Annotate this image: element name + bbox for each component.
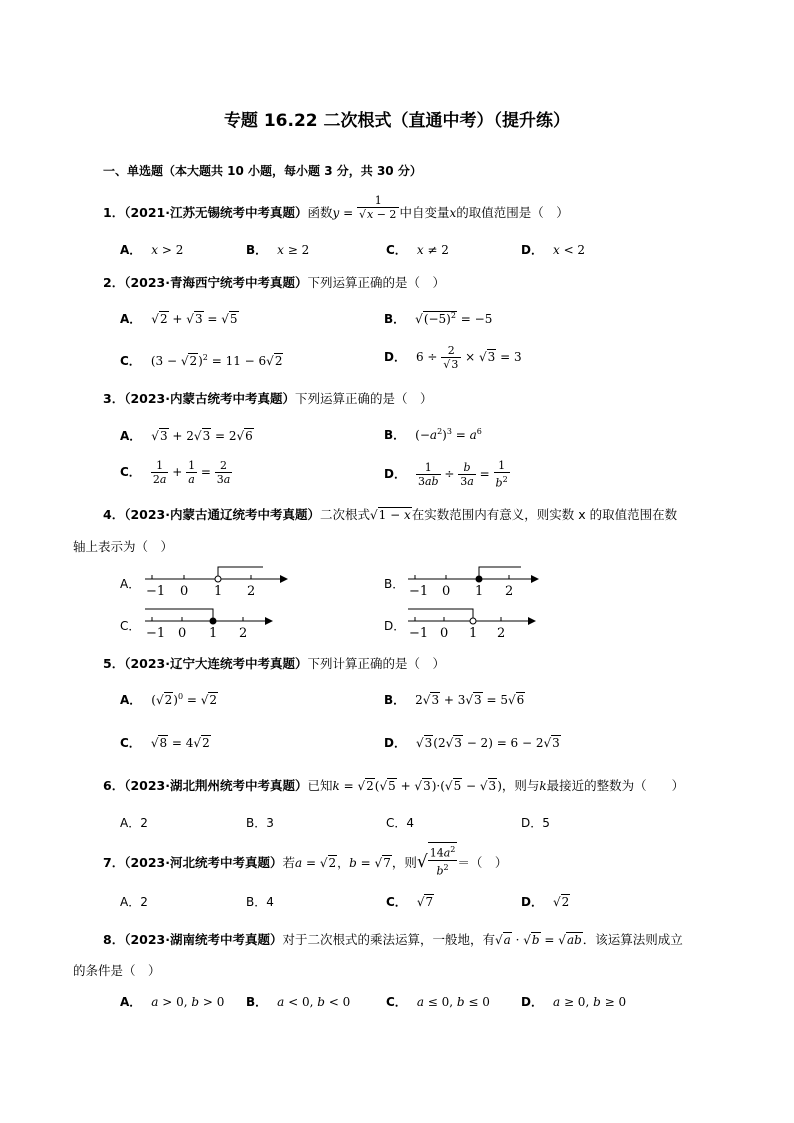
- question-8: 8．（2023·湖南统考中考真题）对于二次根式的乘法运算，一般地，有√a · √b = √ab．该运算法则成立: [103, 932, 683, 947]
- question-7: 7．（2023·河北统考中考真题）若a = √2，b = √7，则√ $\frac{14a^2}{b^2}$ ＝（ ）: [103, 850, 507, 877]
- tick-label: 1: [209, 626, 218, 641]
- tick-label: 1: [214, 584, 223, 599]
- option-c[interactable]: C． a ≤ 0, b ≤ 0: [386, 995, 490, 1009]
- tick-label: −1: [409, 584, 429, 599]
- option-a[interactable]: A．2: [120, 816, 148, 830]
- option-d[interactable]: D．5: [521, 816, 550, 830]
- tick-label: 2: [497, 626, 506, 641]
- question-number: 1．: [103, 205, 125, 220]
- option-d-label[interactable]: D．: [384, 619, 406, 633]
- option-b[interactable]: B．3: [246, 816, 274, 830]
- option-a[interactable]: A． √3 + 2√3 = 2√6: [120, 429, 253, 443]
- option-a[interactable]: A． x > 2: [120, 243, 184, 257]
- question-source: （2021·江苏无锡统考中考真题）: [124, 205, 308, 220]
- tick-label: 1: [475, 584, 484, 599]
- tick-label: 0: [440, 626, 449, 641]
- question-4-continued: 轴上表示为（ ）: [73, 539, 174, 554]
- option-c[interactable]: C． √8 = 4√2: [120, 736, 210, 750]
- tick-label: 2: [239, 626, 248, 641]
- fraction: $\frac{1}{√x - 2}$: [357, 194, 399, 221]
- question-2: 2．（2023·青海西宁统考中考真题）下列运算正确的是（ ）: [103, 275, 446, 290]
- option-c[interactable]: C．4: [386, 816, 415, 830]
- question-text: 函数: [307, 205, 333, 220]
- option-c[interactable]: C． $(3 - √2)^2 = 11 - 6√2$: [120, 353, 283, 368]
- option-c[interactable]: C． x ≠ 2: [386, 243, 449, 257]
- tick-label: 2: [505, 584, 514, 599]
- option-a[interactable]: A． a > 0, b > 0: [120, 995, 225, 1009]
- number-line-d[interactable]: [403, 605, 543, 641]
- tick-label: 0: [442, 584, 451, 599]
- tick-label: 2: [247, 584, 256, 599]
- option-b[interactable]: B． x ≥ 2: [246, 243, 310, 257]
- number-line-c[interactable]: [140, 605, 280, 641]
- option-b-label[interactable]: B．: [384, 577, 405, 591]
- question-text: 中自变量: [399, 205, 450, 220]
- section-heading: 一、单选题（本大题共 10 小题，每小题 3 分，共 30 分）: [103, 164, 422, 178]
- question-text: 的取值范围是（ ）: [456, 205, 569, 220]
- tick-label: 0: [178, 626, 187, 641]
- option-b[interactable]: B． 2√3 + 3√3 = 5√6: [384, 693, 525, 707]
- tick-label: 0: [180, 584, 189, 599]
- option-d[interactable]: D． x < 2: [521, 243, 586, 257]
- option-c-label[interactable]: C．: [120, 619, 141, 633]
- tick-label: 1: [469, 626, 478, 641]
- option-a-label[interactable]: A．: [120, 577, 141, 591]
- option-b[interactable]: B． a < 0, b < 0: [246, 995, 351, 1009]
- question-8-continued: 的条件是（ ）: [73, 963, 161, 978]
- number-line-b[interactable]: [403, 563, 548, 599]
- question-1: 1．（2021·江苏无锡统考中考真题）函数y = $\frac{1}{√x - 2}$ 中自变量x的取值范围是（ ）: [103, 194, 569, 221]
- option-d[interactable]: D． √2: [521, 895, 570, 909]
- option-c[interactable]: C． $\frac{1}{2a}$ + $\frac{1}{a}$ = $\frac{2}{3a}$: [120, 459, 231, 486]
- option-d[interactable]: D． a ≥ 0, b ≥ 0: [521, 995, 627, 1009]
- tick-label: −1: [146, 584, 166, 599]
- option-b[interactable]: B． $√(-5)^2 = -5$: [384, 311, 493, 326]
- option-d[interactable]: D． 6 ÷ $\frac{2}{√3}$ × √3 = 3: [384, 344, 522, 371]
- option-a[interactable]: A． √2 + √3 = √5: [120, 312, 238, 326]
- option-a[interactable]: A．2: [120, 895, 148, 909]
- math-expression: y: [332, 206, 340, 220]
- tick-label: −1: [146, 626, 166, 641]
- option-b[interactable]: B．4: [246, 895, 274, 909]
- number-line-a[interactable]: [140, 563, 290, 599]
- question-4: 4．（2023·内蒙古通辽统考中考真题）二次根式√1 − x在实数范围内有意义，则实数 x 的取值范围在数: [103, 507, 678, 522]
- tick-label: −1: [409, 626, 429, 641]
- question-5: 5．（2023·辽宁大连统考中考真题）下列计算正确的是（ ）: [103, 656, 446, 671]
- option-d[interactable]: D． √3(2√3 − 2) = 6 − 2√3: [384, 736, 560, 750]
- option-c[interactable]: C． √7: [386, 895, 434, 909]
- question-3: 3．（2023·内蒙古统考中考真题）下列运算正确的是（ ）: [103, 391, 433, 406]
- option-a[interactable]: A． $(√2)^0 = √2$: [120, 692, 218, 707]
- page-title: 专题 16.22 二次根式（直通中考）（提升练）: [223, 111, 571, 131]
- question-6: 6．（2023·湖北荆州统考中考真题）已知k = √2(√5 + √3)·(√5 − √3)，则与k最接近的整数为（ ）: [103, 778, 685, 793]
- option-d[interactable]: D． $\frac{1}{3ab}$ ÷ $\frac{b}{3a}$ = $\frac{1}{b^2}$: [384, 459, 508, 490]
- option-b[interactable]: B． $(-a^2)^3 = a^6$: [384, 427, 482, 442]
